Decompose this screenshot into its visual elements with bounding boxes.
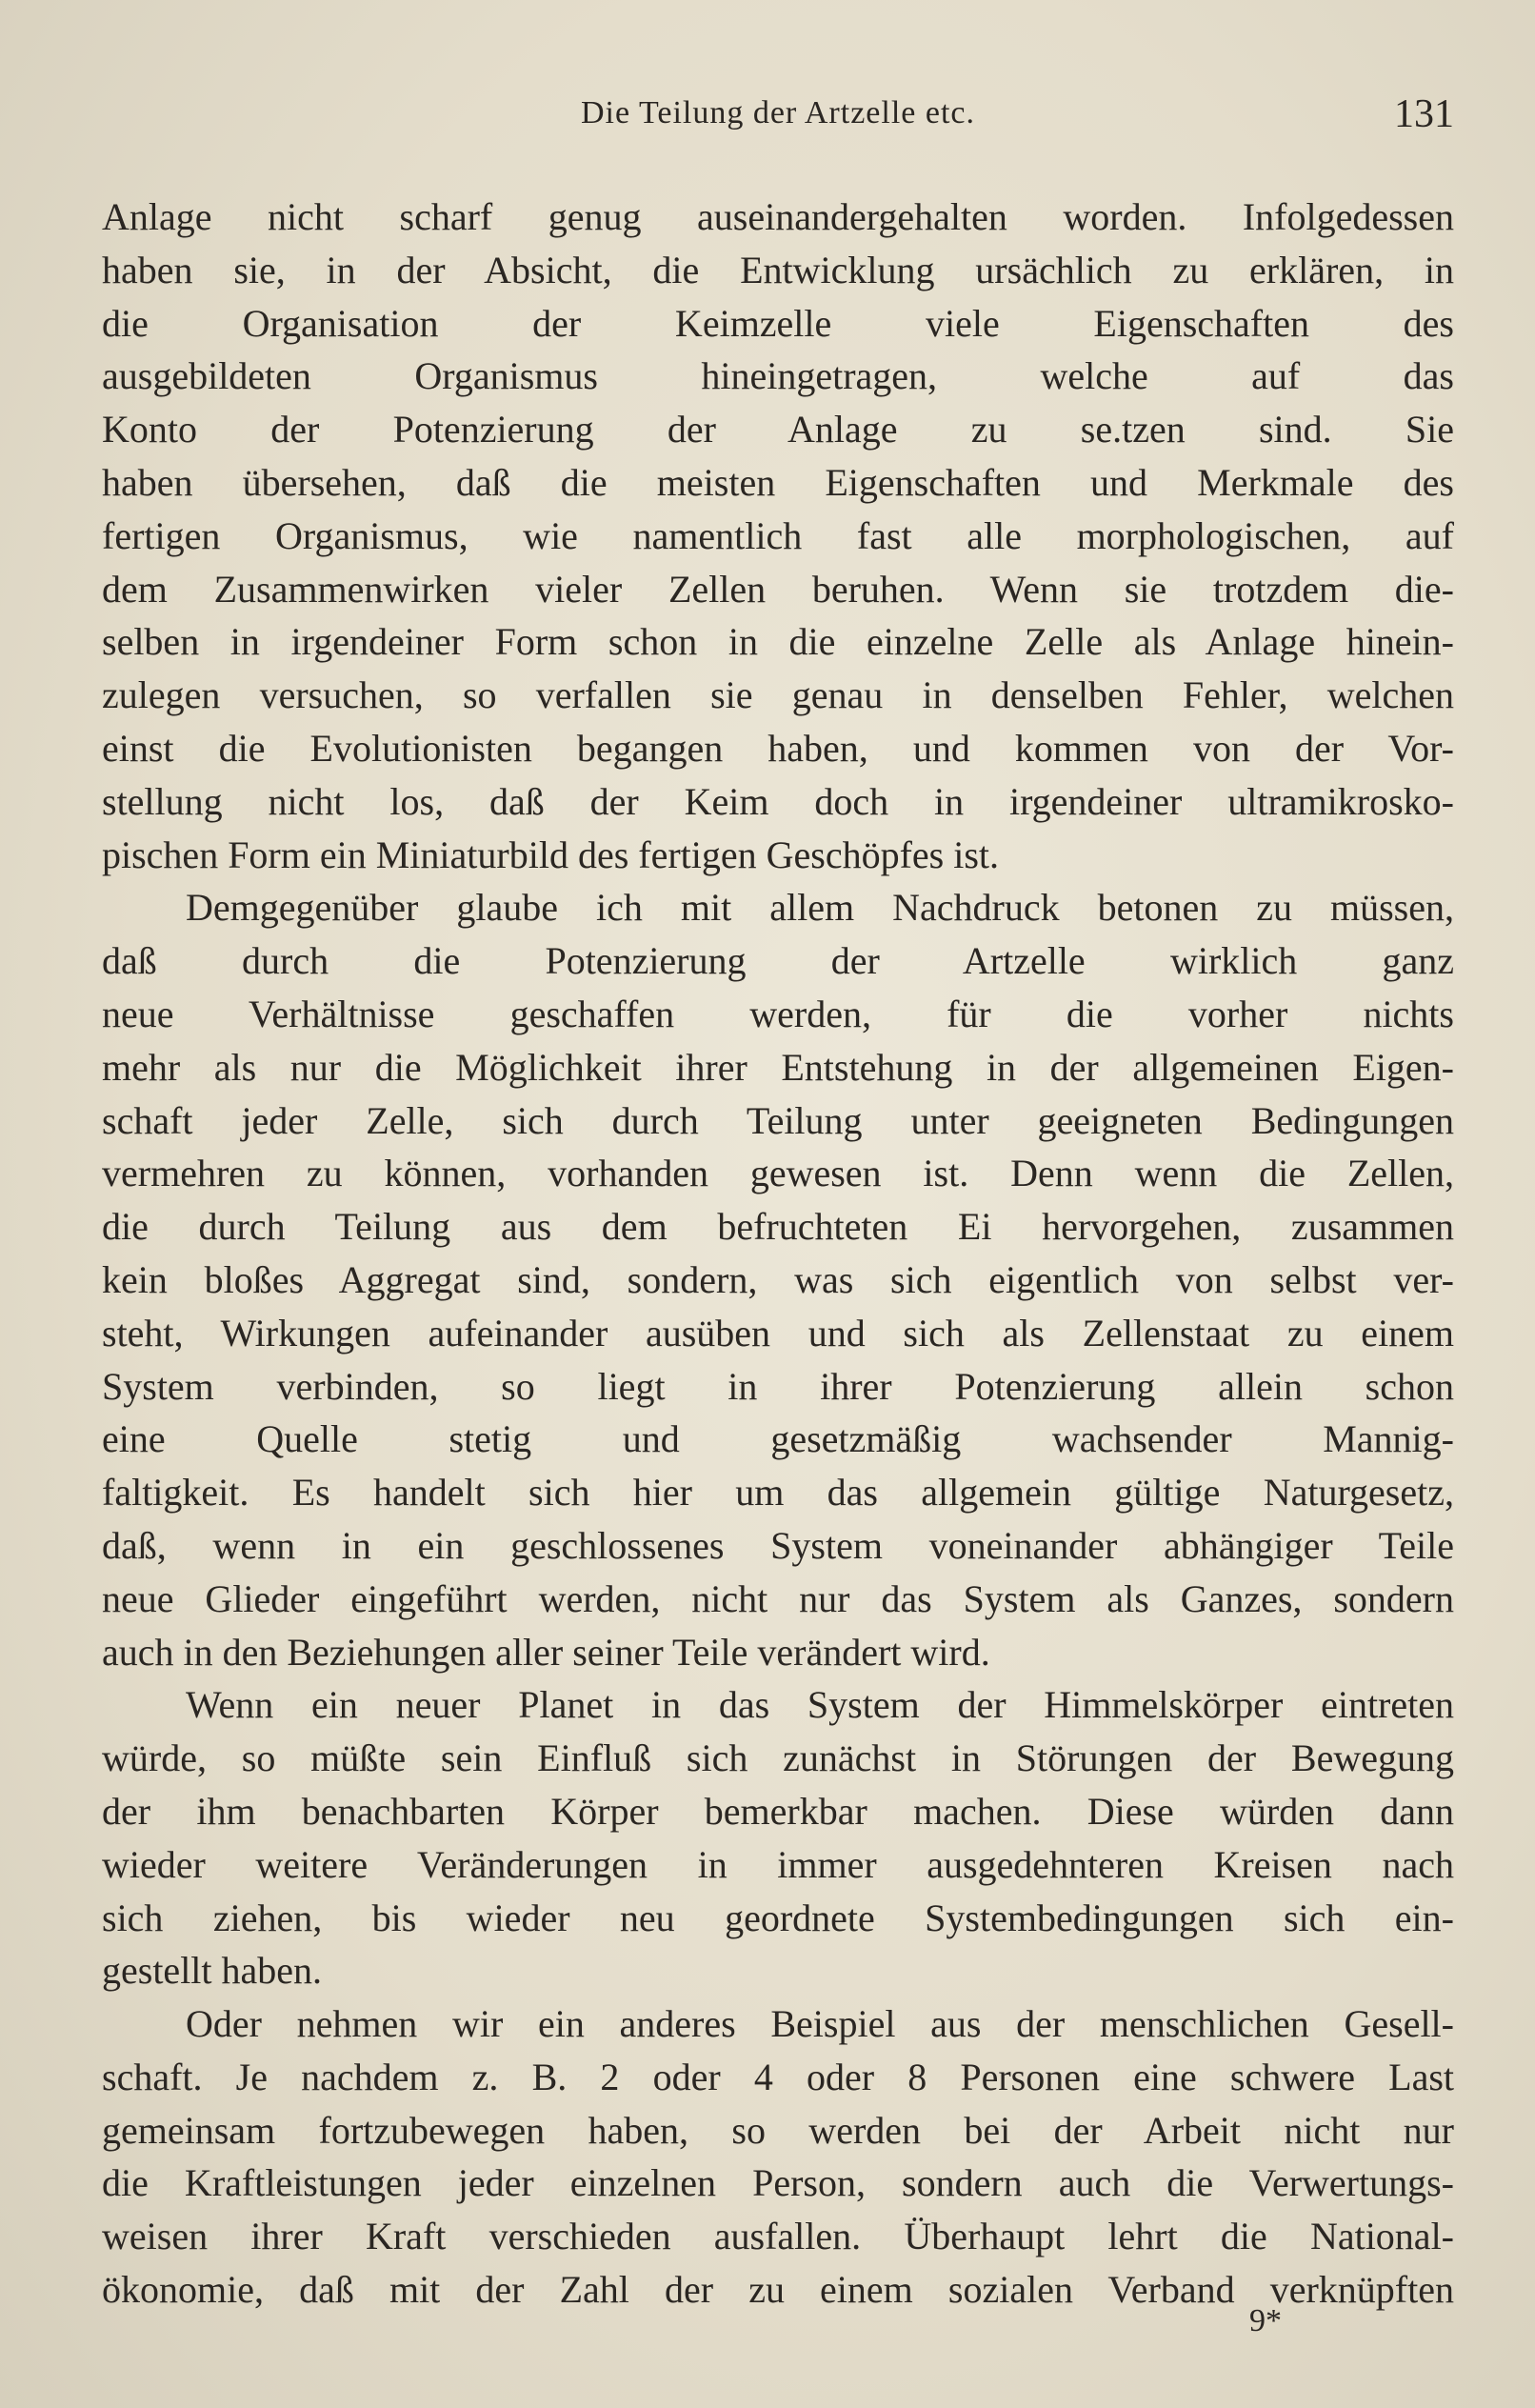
text-line: die Organisation der Keimzelle viele Eigenschaften des xyxy=(102,301,1454,345)
text-line: die durch Teilung aus dem befruchteten Ei hervorgehen, zusammen xyxy=(102,1205,1454,1249)
text-line: dem Zusammenwirken vieler Zellen beruhen. Wenn sie trotzdem die- xyxy=(102,567,1454,611)
text-line: weisen ihrer Kraft verschieden ausfallen. Überhaupt lehrt die National- xyxy=(102,2215,1454,2258)
text-line: fertigen Organismus, wie namentlich fast alle morphologischen, auf xyxy=(102,513,1454,557)
body-text xyxy=(102,191,1454,2317)
text-line: haben übersehen, daß die meisten Eigenschaften und Merkmale des xyxy=(102,460,1454,504)
signature-mark: 9* xyxy=(1249,2303,1282,2338)
text-line: die Kraftleistungen jeder einzelnen Person, sondern auch die Verwertungs- xyxy=(102,2161,1454,2205)
text-line: haben sie, in der Absicht, die Entwicklung ursächlich zu erklären, in xyxy=(102,248,1454,291)
text-line: schaft. Je nachdem z. B. 2 oder 4 oder 8 Personen eine schwere Last xyxy=(102,2055,1454,2098)
text-line: Konto der Potenzierung der Anlage zu se.tzen sind. Sie xyxy=(102,408,1454,452)
text-line: zulegen versuchen, so verfallen sie genau in denselben Fehler, welchen xyxy=(102,673,1454,717)
text-line: ausgebildeten Organismus hineingetragen, welche auf das xyxy=(102,354,1454,398)
text-line: wieder weitere Veränderungen in immer ausgedehnteren Kreisen nach xyxy=(102,1842,1454,1886)
text-line: faltigkeit. Es handelt sich hier um das allgemein gültige Naturgesetz, xyxy=(102,1471,1454,1515)
text-line: vermehren zu können, vorhanden gewesen ist. Denn wenn die Zellen, xyxy=(102,1152,1454,1195)
text-line: gestellt haben. xyxy=(102,1949,323,1993)
text-line: neue Verhältnisse geschaffen werden, für die vorher nichts xyxy=(102,992,1454,1035)
page-number: 131 xyxy=(1394,92,1454,136)
text-line: würde, so müßte sein Einfluß sich zunächst in Störungen der Bewegung xyxy=(102,1736,1454,1780)
text-line: der ihm benachbarten Körper bemerkbar machen. Diese würden dann xyxy=(102,1789,1454,1833)
text-line: System verbinden, so liegt in ihrer Potenzierung allein schon xyxy=(102,1364,1454,1408)
text-line: steht, Wirkungen aufeinander ausüben und sich als Zellenstaat zu einem xyxy=(102,1311,1454,1354)
running-head-title: Die Teilung der Artzelle etc. xyxy=(580,95,975,130)
text-line: stellung nicht los, daß der Keim doch in irgendeiner ultramikrosko- xyxy=(102,779,1454,823)
text-line: daß, wenn in ein geschlossenes System voneinander abhängiger Teile xyxy=(102,1523,1454,1567)
text-line: pischen Form ein Miniaturbild des fertigen Geschöpfes ist. xyxy=(102,833,1000,876)
running-head xyxy=(102,91,1454,149)
text-line: schaft jeder Zelle, sich durch Teilung unter geeigneten Bedingungen xyxy=(102,1098,1454,1142)
text-line: eine Quelle stetig und gesetzmäßig wachsender Mannig- xyxy=(102,1417,1454,1461)
text-line: sich ziehen, bis wieder neu geordnete Systembedingungen sich ein- xyxy=(102,1896,1454,1939)
text-line: Demgegenüber glaube ich mit allem Nachdruck betonen zu müssen, xyxy=(186,886,1454,930)
text-line: neue Glieder eingeführt werden, nicht nur das System als Ganzes, sondern xyxy=(102,1576,1454,1620)
text-line: selben in irgendeiner Form schon in die einzelne Zelle als Anlage hinein- xyxy=(102,620,1454,664)
text-line: auch in den Beziehungen aller seiner Teile verändert wird. xyxy=(102,1630,990,1674)
text-line: Oder nehmen wir ein anderes Beispiel aus der menschlichen Gesell- xyxy=(186,2002,1454,2046)
text-line: gemeinsam fortzubewegen haben, so werden bei der Arbeit nicht nur xyxy=(102,2108,1454,2152)
text-line: ökonomie, daß mit der Zahl der zu einem sozialen Verband verknüpften xyxy=(102,2268,1454,2312)
text-line: daß durch die Potenzierung der Artzelle wirklich ganz xyxy=(102,939,1454,983)
text-line: Anlage nicht scharf genug auseinandergehalten worden. Infolgedessen xyxy=(102,195,1454,238)
text-line: mehr als nur die Möglichkeit ihrer Entstehung in der allgemeinen Eigen- xyxy=(102,1045,1454,1089)
text-line: kein bloßes Aggregat sind, sondern, was sich eigentlich von selbst ver- xyxy=(102,1257,1454,1301)
text-line: Wenn ein neuer Planet in das System der Himmelskörper eintreten xyxy=(186,1683,1454,1727)
text-line: einst die Evolutionisten begangen haben, und kommen von der Vor- xyxy=(102,726,1454,770)
